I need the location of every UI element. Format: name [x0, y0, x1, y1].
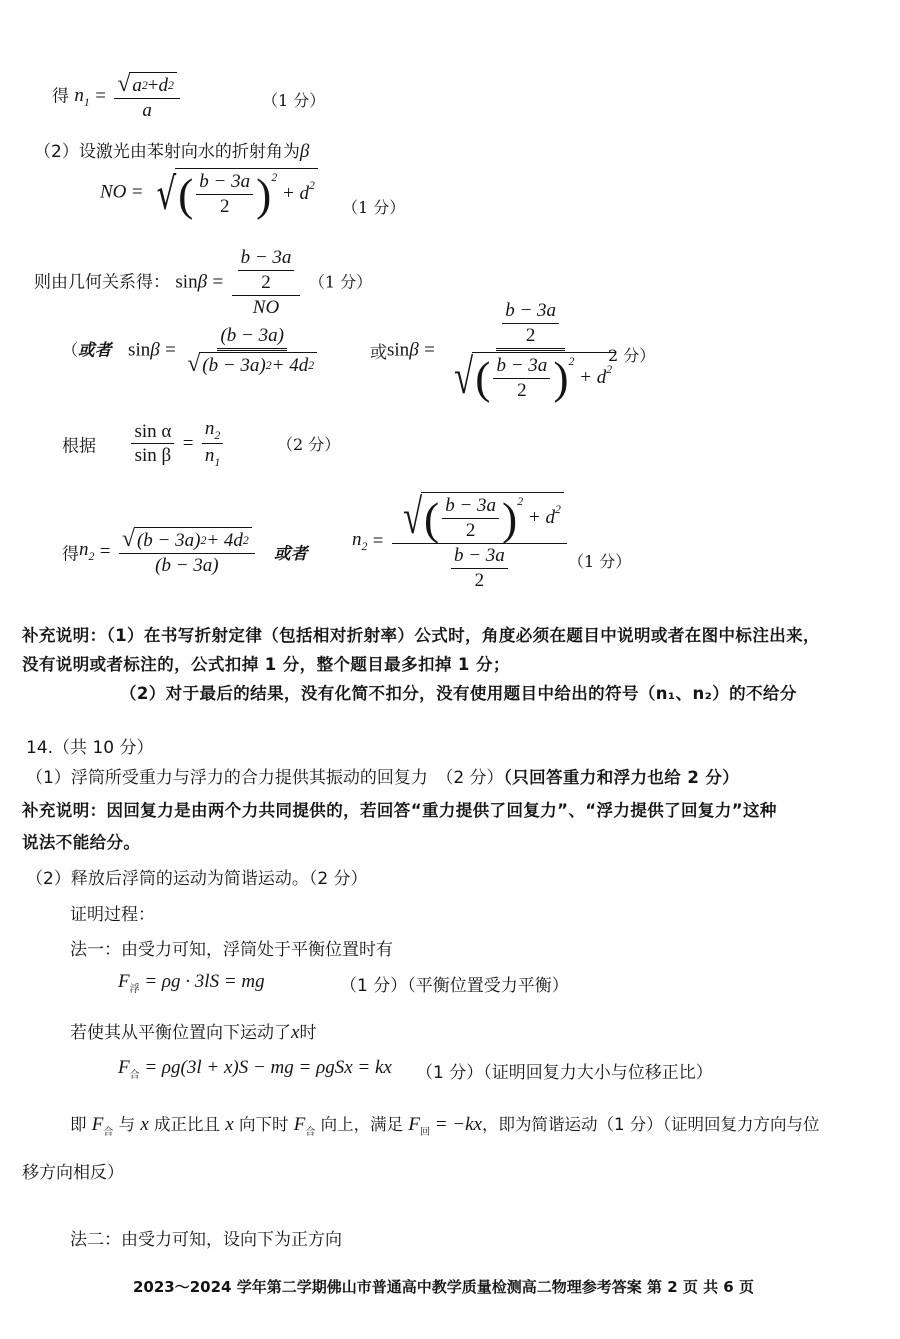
force-symbol: F: [408, 1114, 420, 1135]
q14-note-line2: 说法不能给分。: [22, 833, 141, 852]
force-symbol: F: [293, 1114, 306, 1135]
sqrt: √ ( $\frac{b - 3a}{2}$ ) $^2$ + d $^2$: [148, 168, 318, 218]
n2-alt-lhs: [352, 529, 368, 554]
eq1: [118, 971, 265, 995]
part2-heading: [34, 137, 309, 163]
alt2-prefix: 或: [370, 343, 387, 364]
sqrt: √ a 2 + d 2: [117, 72, 177, 97]
plus: +: [147, 75, 159, 96]
equals: =: [99, 540, 111, 562]
equals: =: [424, 339, 435, 361]
snell-prefix: 根据: [62, 436, 96, 457]
frac-den: 2: [525, 324, 536, 346]
eq2-rhs: = ρg(3l + x)S − mg = ρgSx = kx: [139, 1057, 392, 1078]
eq2-points: （1 分）（证明回复力大小与位移正比）: [416, 1063, 713, 1083]
frac-den: 2: [465, 519, 476, 541]
n2-lhs: [79, 539, 95, 564]
n-symbol: n: [79, 539, 89, 561]
frac-den: 2: [219, 195, 230, 217]
sin-den: NO: [252, 296, 280, 318]
force-sub: 回: [419, 1126, 430, 1138]
n2-prefix: 得: [62, 544, 79, 565]
no-inner-fraction: [196, 171, 253, 218]
equals: =: [95, 85, 106, 107]
sin-beta-equation: [34, 247, 372, 319]
snell-equation: [62, 418, 226, 470]
alt1-den-b: + 4d: [271, 354, 309, 376]
plus-d: + d: [281, 183, 310, 205]
equals: =: [182, 432, 194, 454]
proof-label: 证明过程：: [70, 905, 155, 925]
force-sub: 合: [129, 1069, 140, 1081]
sqrt: √ (b − 3a) 2 + 4d 2: [122, 527, 252, 552]
n2-or-label: 或者: [274, 543, 308, 563]
no-points: （1 分）: [342, 198, 406, 217]
alt-sin-equations: [62, 325, 323, 377]
paren-right: ): [256, 168, 272, 220]
concl-eq: = −kx: [429, 1114, 482, 1135]
equals: =: [165, 339, 176, 361]
n1-fraction: [114, 72, 180, 122]
inner-fraction: [451, 545, 508, 592]
page-number: 第 2 页 共 6 页: [646, 1278, 754, 1296]
frac-num: b − 3a: [502, 300, 559, 324]
paren-left: (: [424, 492, 440, 544]
sin-fraction: [232, 247, 301, 319]
move-text: [70, 1018, 316, 1044]
method1-text: 法一：由受力可知，浮筒处于平衡位置时有: [70, 940, 393, 960]
q14-part1: [26, 763, 739, 788]
n-sub: 1: [214, 456, 221, 470]
conclusion-line2: 移方向相反）: [22, 1163, 124, 1183]
eq1-lhs: [118, 971, 140, 995]
snell-left-fraction: [131, 421, 174, 468]
n2-fraction: [119, 527, 255, 577]
n1-sub: 1: [83, 96, 90, 110]
inner-fraction: [502, 300, 559, 347]
inner-fraction: [238, 247, 295, 294]
q14-part2: （2）释放后浮筒的运动为简谐运动。（2 分）: [26, 869, 368, 889]
n2-points: （1 分）: [568, 552, 632, 571]
concl-c: 成正比且: [148, 1115, 226, 1134]
alt2-equation: [370, 300, 621, 404]
move-text-a: 若使其从平衡位置向下运动了: [70, 1023, 291, 1043]
var-x: x: [140, 1114, 149, 1135]
n1-denominator: a: [142, 99, 152, 121]
sin-points: （1 分）: [308, 272, 373, 292]
eq1-points: （1 分）（平衡位置受力平衡）: [340, 976, 569, 996]
force-sub: 合: [305, 1126, 316, 1138]
frac-num: b − 3a: [442, 495, 499, 519]
force-symbol: F: [118, 1057, 130, 1078]
force-sub: 合: [103, 1126, 114, 1138]
sqrt: √ (b − 3a) 2 + 4d 2: [187, 352, 317, 377]
n2-num-a: (b − 3a): [136, 530, 201, 551]
eq2: [118, 1057, 392, 1081]
plus-d: + d: [527, 507, 555, 529]
snell-points: （2 分）: [277, 435, 341, 454]
concl-d: 向下时: [233, 1115, 294, 1134]
equals: =: [372, 530, 384, 552]
n-symbol: n: [204, 445, 215, 467]
snell-num: sin α: [131, 421, 174, 445]
conclusion-line1: [70, 1111, 819, 1138]
n-sub: 2: [361, 540, 368, 554]
frac-num: b − 3a: [238, 247, 295, 271]
q14-note-line1: 补充说明：因回复力是由两个力共同提供的，若回答“重力提供了回复力”、“浮力提供了回复力”这种: [22, 801, 777, 820]
force-symbol: F: [91, 1114, 104, 1135]
n1-prefix: 得: [52, 86, 69, 107]
force-sub: 浮: [129, 983, 140, 995]
alt1-den-a: (b − 3a): [202, 354, 266, 376]
paren-left: (: [475, 352, 491, 404]
note13-line3: （2）对于最后的结果，没有化简不扣分，没有使用题目中给出的符号（n₁、n₂）的不给分: [120, 684, 797, 703]
force-symbol: F: [118, 971, 130, 992]
n1-points: （1 分）: [262, 91, 326, 110]
concl-f: ，即为简谐运动（1 分）（证明回复力方向与位: [481, 1115, 820, 1134]
n1-lhs: [74, 85, 90, 110]
concl-e: 向上，满足: [315, 1115, 409, 1134]
no-equation: [100, 168, 318, 221]
var-a: a: [132, 75, 142, 96]
beta-symbol: β: [197, 271, 208, 293]
paren-left: (: [178, 168, 194, 220]
move-text-b: 时: [299, 1023, 317, 1043]
beta-symbol: β: [409, 339, 419, 361]
concl-b: 与: [113, 1115, 141, 1134]
inner-fraction: [442, 495, 499, 542]
var-d: d: [158, 75, 168, 96]
note13-line1: 补充说明：（1）在书写折射定律（包括相对折射率）公式时，角度必须在题目中说明或者在图中标注出来，: [22, 626, 820, 645]
n2-alt-fraction: [392, 489, 567, 591]
n1-symbol: n: [74, 85, 84, 107]
alt-or-label: 或者: [78, 340, 112, 360]
concl-a: 即: [70, 1115, 92, 1134]
eq1-rhs: = ρg · 3lS = mg: [139, 971, 265, 992]
footer-title: 2023～2024 学年第二学期佛山市普通高中教学质量检测高二物理参考答案: [133, 1278, 642, 1296]
n1-equation: [52, 72, 183, 122]
alt1-num: (b − 3a): [217, 325, 286, 351]
eq2-lhs: [118, 1057, 140, 1081]
paren-right: ): [553, 352, 569, 404]
page-footer: [133, 1276, 754, 1297]
frac-den: 2: [474, 569, 485, 591]
equals: =: [212, 271, 224, 293]
q14-part1-extra: （只回答重力和浮力也给 2 分）: [503, 768, 740, 787]
no-lhs: NO: [100, 181, 127, 203]
sqrt: √ ( $\frac{b - 3a}{2}$ ) $^2$ + d $^2$: [395, 492, 564, 542]
sin-label: sin: [387, 339, 410, 361]
frac-den: 2: [261, 271, 271, 293]
n-symbol: n: [352, 529, 362, 551]
beta-symbol: β: [299, 141, 310, 162]
sin-prefix: 则由几何关系得：: [34, 272, 170, 293]
n-sub: 2: [88, 550, 95, 564]
q14-part1-text: （1）浮筒所受重力与浮力的合力提供其振动的回复力 （2 分）: [26, 768, 504, 788]
n2-equation: [62, 527, 308, 577]
frac-num: b − 3a: [493, 355, 550, 379]
alt2-fraction: [443, 300, 618, 404]
n2-num-b: + 4d: [206, 530, 243, 551]
sin-label: sin: [175, 271, 198, 293]
alt1-fraction: [184, 325, 320, 377]
note13-line2: 没有说明或者标注的，公式扣掉 1 分，整个题目最多扣掉 1 分；: [22, 655, 510, 674]
part2-heading-text: （2）设激光由苯射向水的折射角为: [34, 142, 300, 162]
sin-label: sin: [128, 339, 151, 361]
inner-fraction: [493, 355, 550, 402]
snell-den: sin β: [134, 445, 172, 467]
method2-text: 法二：由受力可知，设向下为正方向: [70, 1230, 342, 1250]
snell-right-fraction: [202, 418, 223, 470]
sqrt: √ ( $\frac{b - 3a}{2}$ ) $^2$ + d $^2$: [446, 352, 615, 402]
n-sub: 2: [214, 428, 221, 442]
beta-symbol: β: [150, 339, 160, 361]
frac-num: b − 3a: [196, 171, 253, 195]
paren-right: ): [502, 492, 518, 544]
alt-points: 2 分）: [608, 346, 656, 365]
n-symbol: n: [204, 418, 215, 439]
plus-d: + d: [579, 367, 607, 389]
equals: =: [131, 181, 143, 203]
n2-den: (b − 3a): [155, 554, 219, 576]
frac-den: 2: [517, 379, 527, 401]
q14-title: 14.（共 10 分）: [26, 738, 154, 758]
n2-alt-equation: [352, 489, 570, 591]
var-x: x: [225, 1114, 234, 1135]
alt-open-paren: （: [62, 340, 79, 360]
frac-num: b − 3a: [451, 545, 508, 569]
var-x: x: [291, 1022, 300, 1043]
